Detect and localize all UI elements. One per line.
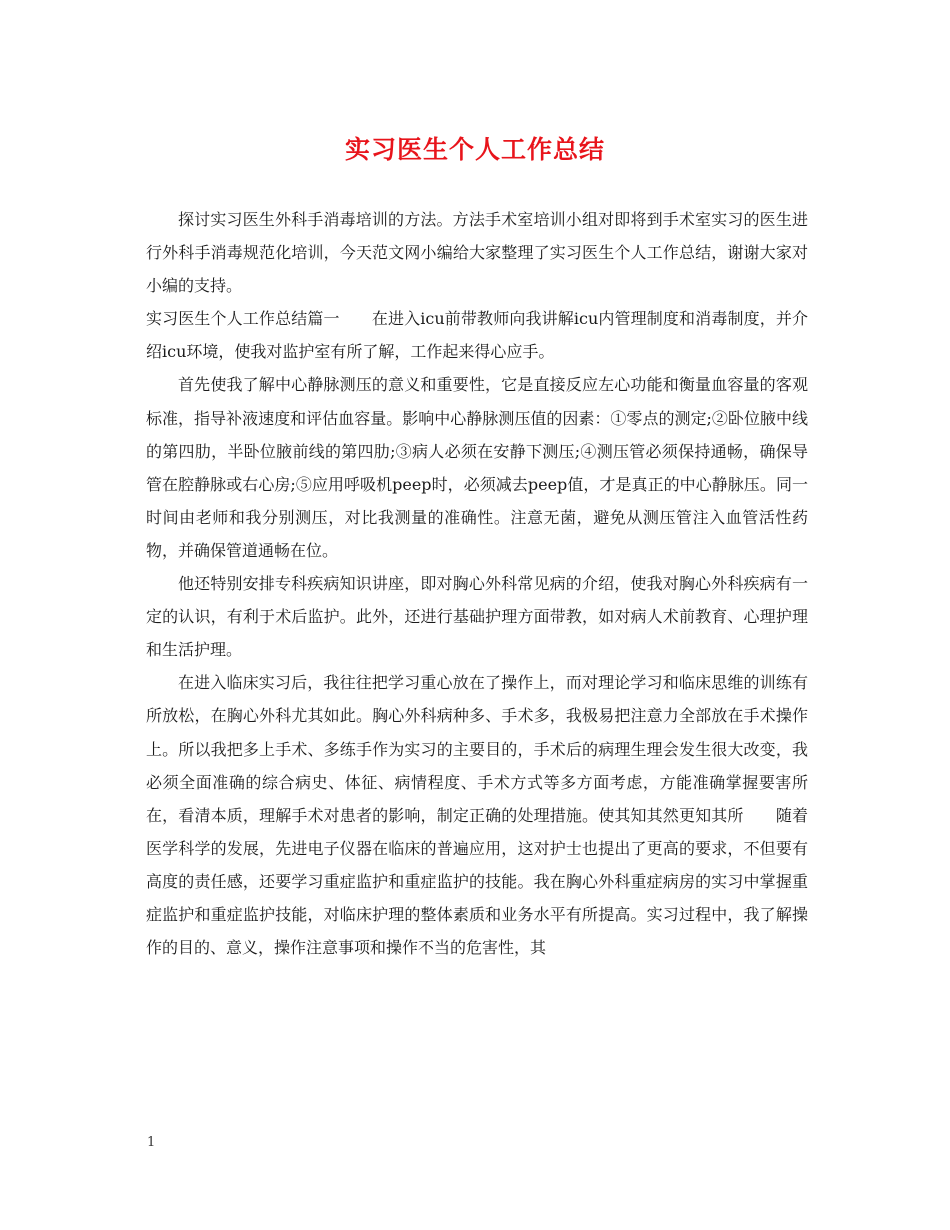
paragraph-intro: 探讨实习医生外科手消毒培训的方法。方法手术室培训小组对即将到手术室实习的医生进行外科手消毒规范化培训，今天范文网小编给大家整理了实习医生个人工作总结，谢谢大家对小编的支持。: [146, 210, 808, 296]
paragraph-lectures: 他还特别安排专科疾病知识讲座，即对胸心外科常见病的介绍，使我对胸心外科疾病有一定的认识，有利于术后监护。此外，还进行基础护理方面带教，如对病人术前教育、心理护理和生活护理。: [146, 574, 808, 660]
document-body: [146, 203, 808, 964]
paragraph-section-one: 实习医生个人工作总结篇一 在进入icu前带教师向我讲解icu内管理制度和消毒制度，并介绍icu环境，使我对监护室有所了解，工作起来得心应手。: [146, 309, 808, 362]
page-number: 1: [147, 1135, 156, 1150]
paragraph-cvp: 首先使我了解中心静脉测压的意义和重要性，它是直接反应左心功能和衡量血容量的客观标准，指导补液速度和评估血容量。影响中心静脉测压值的因素：①零点的测定;②卧位腋中线的第四肋，半卧位腋前线的第四肋;③病人必须在安静下测压;④测压管必须保持通畅，确保导管在腔静脉或右心房;⑤应用呼吸机peep时，必须减去peep值，才是真正的中心静脉压。同一时间由老师和我分别测压，对比我测量的准确性。注意无菌，避免从测压管注入血管活性药物，并确保管道通畅在位。: [146, 375, 808, 560]
paragraph-clinical: 在进入临床实习后，我往往把学习重心放在了操作上，而对理论学习和临床思维的训练有所放松，在胸心外科尤其如此。胸心外科病种多、手术多，我极易把注意力全部放在手术操作上。所以我把多上手术、多练手作为实习的主要目的，手术后的病理生理会发生很大改变，我必须全面准确的综合病史、体征、病情程度、手术方式等多方面考虑，方能准确掌握要害所在，看清本质，理解手术对患者的影响，制定正确的处理措施。使其知其然更知其所 随着医学科学的发展，先进电子仪器在临床的普遍应用，这对护士也提出了更高的要求，不但要有高度的责任感，还要学习重症监护和重症监护的技能。我在胸心外科重症病房的实习中掌握重症监护和重症监护技能，对临床护理的整体素质和业务水平有所提高。实习过程中，我了解操作的目的、意义，操作注意事项和操作不当的危害性，其: [146, 673, 808, 958]
document-title: 实习医生个人工作总结: [344, 135, 605, 164]
